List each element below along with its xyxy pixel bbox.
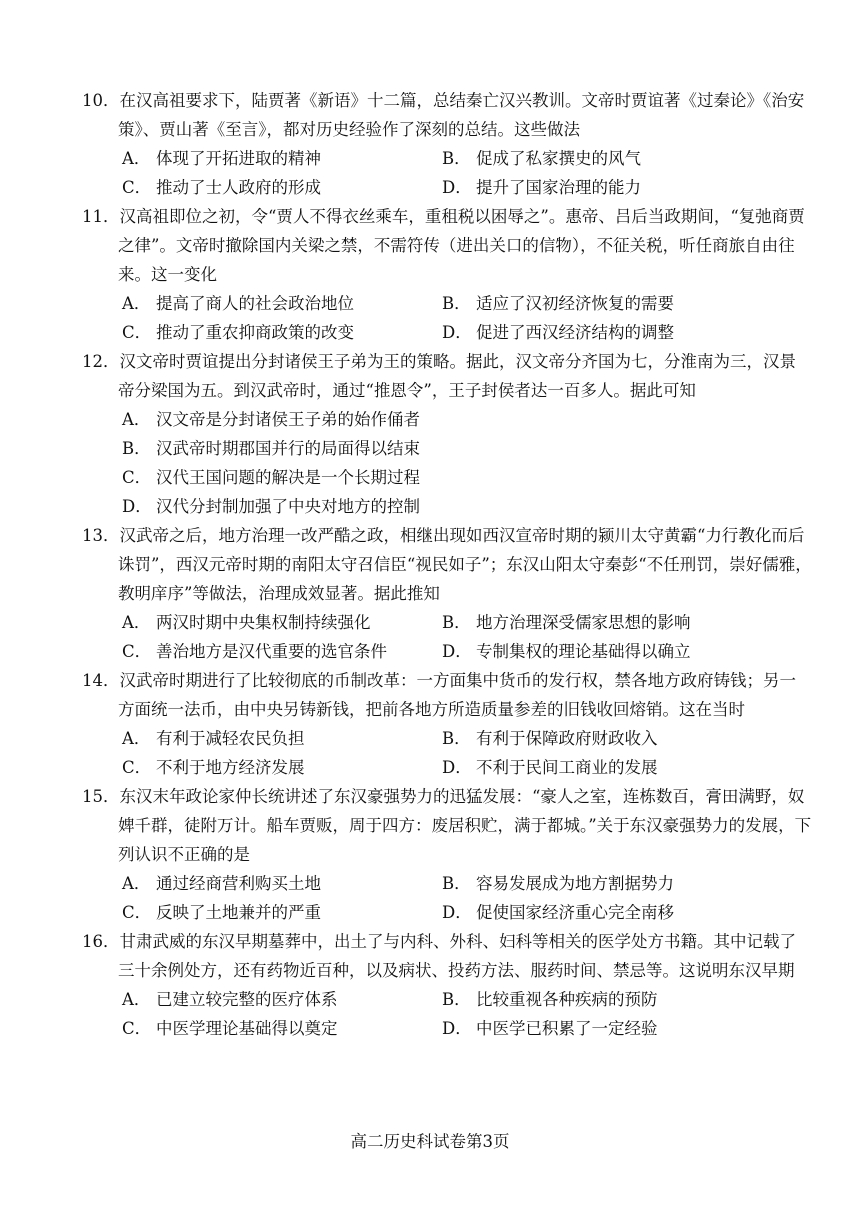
question-number: 12． — [82, 352, 120, 371]
question-14 — [82, 666, 812, 782]
option-d: D． 提升了国家治理的能力 — [442, 178, 641, 197]
question-stem — [82, 782, 812, 869]
page-footer: 高二历史科试卷第3页 — [350, 1132, 510, 1151]
option-group — [82, 724, 812, 782]
option-b: B． 有利于保障政府财政收入 — [442, 729, 658, 748]
option-a: A． 体现了开拓进取的精神 — [122, 149, 321, 168]
option-c: C． 汉代王国问题的解决是一个长期过程 — [122, 468, 420, 487]
question-number: 15． — [82, 787, 120, 806]
question-number: 10． — [82, 91, 120, 110]
option-d: D． 促进了西汉经济结构的调整 — [442, 323, 674, 342]
question-text: 汉武帝之后，地方治理一改严酷之政，相继出现如西汉宣帝时期的颍川太守黄霸“力行教化而后诛罚”，西汉元帝时期的南阳太守召信臣“视民如子”；东汉山阳太守秦彭“不任刑罚，崇好儒雅，教明庠序”等做法，治理成效显著。据此推知 — [118, 526, 812, 603]
question-text: 东汉末年政论家仲长统讲述了东汉豪强势力的迅猛发展：“豪人之室，连栋数百，膏田满野，奴婢千群，徒附万计。船车贾贩，周于四方：废居积贮，满于都城。”关于东汉豪强势力的发展，下列认识不正确的是 — [118, 787, 812, 864]
option-a: A． 两汉时期中央集权制持续强化 — [122, 613, 371, 632]
option-c: C． 推动了士人政府的形成 — [122, 178, 321, 197]
question-stem — [82, 202, 812, 289]
question-15 — [82, 782, 812, 927]
option-group — [82, 985, 812, 1043]
question-11 — [82, 202, 812, 347]
option-c: C． 中医学理论基础得以奠定 — [122, 1019, 338, 1038]
question-number: 16． — [82, 932, 120, 951]
option-b: B． 容易发展成为地方割据势力 — [442, 874, 674, 893]
question-stem — [82, 927, 812, 985]
option-a: A． 提高了商人的社会政治地位 — [122, 294, 354, 313]
question-stem — [82, 86, 812, 144]
option-b: B． 地方治理深受儒家思想的影响 — [442, 613, 691, 632]
question-12 — [82, 347, 812, 521]
option-group — [82, 144, 812, 202]
question-text: 汉文帝时贾谊提出分封诸侯王子弟为王的策略。据此，汉文帝分齐国为七，分淮南为三，汉景帝分梁国为五。到汉武帝时，通过“推恩令”，王子封侯者达一百多人。据此可知 — [118, 352, 796, 400]
option-group — [82, 869, 812, 927]
option-a: A． 已建立较完整的医疗体系 — [122, 990, 338, 1009]
option-a: A． 汉文帝是分封诸侯王子弟的始作俑者 — [122, 410, 420, 429]
option-a: A． 通过经商营利购买土地 — [122, 874, 321, 893]
option-c: C． 善治地方是汉代重要的选官条件 — [122, 642, 387, 661]
option-group — [82, 608, 812, 666]
question-stem — [82, 347, 812, 405]
option-b: B． 汉武帝时期郡国并行的局面得以结束 — [122, 439, 420, 458]
question-text: 汉高祖即位之初，令“贾人不得衣丝乘车，重租税以困辱之”。惠帝、吕后当政期间，“复弛商贾之律”。文帝时撤除国内关梁之禁，不需符传（进出关口的信物），不征关税，听任商旅自由往来。这一变化 — [118, 207, 805, 284]
option-c: C． 反映了土地兼并的严重 — [122, 903, 321, 922]
option-a: A． 有利于减轻农民负担 — [122, 729, 305, 748]
question-16 — [82, 927, 812, 1043]
question-text: 在汉高祖要求下，陆贾著《新语》十二篇，总结秦亡汉兴教训。文帝时贾谊著《过秦论》《治安策》、贾山著《至言》，都对历史经验作了深刻的总结。这些做法 — [118, 91, 805, 139]
question-number: 14． — [82, 671, 120, 690]
option-c: C． 推动了重农抑商政策的改变 — [122, 323, 354, 342]
option-d: D． 促使国家经济重心完全南移 — [442, 903, 674, 922]
option-b: B． 促成了私家撰史的风气 — [442, 149, 641, 168]
option-group — [82, 405, 812, 521]
question-13 — [82, 521, 812, 666]
question-text: 汉武帝时期进行了比较彻底的币制改革：一方面集中货币的发行权，禁各地方政府铸钱；另一方面统一法币，由中央另铸新钱，把前各地方所造质量参差的旧钱收回熔销。这在当时 — [118, 671, 796, 719]
option-d: D． 不利于民间工商业的发展 — [442, 758, 658, 777]
option-b: B． 适应了汉初经济恢复的需要 — [442, 294, 674, 313]
option-group — [82, 289, 812, 347]
question-stem — [82, 521, 812, 608]
question-list — [82, 86, 812, 1043]
question-text: 甘肃武威的东汉早期墓葬中，出土了与内科、外科、妇科等相关的医学处方书籍。其中记载了三十余例处方，还有药物近百种，以及病状、投药方法、服药时间、禁忌等。这说明东汉早期 — [118, 932, 796, 980]
option-c: C． 不利于地方经济发展 — [122, 758, 305, 777]
option-b: B． 比较重视各种疾病的预防 — [442, 990, 658, 1009]
question-10 — [82, 86, 812, 202]
option-d: D． 专制集权的理论基础得以确立 — [442, 642, 691, 661]
question-stem — [82, 666, 812, 724]
question-number: 13． — [82, 526, 120, 545]
option-d: D． 汉代分封制加强了中央对地方的控制 — [122, 497, 420, 516]
option-d: D． 中医学已积累了一定经验 — [442, 1019, 658, 1038]
question-number: 11． — [82, 207, 120, 226]
